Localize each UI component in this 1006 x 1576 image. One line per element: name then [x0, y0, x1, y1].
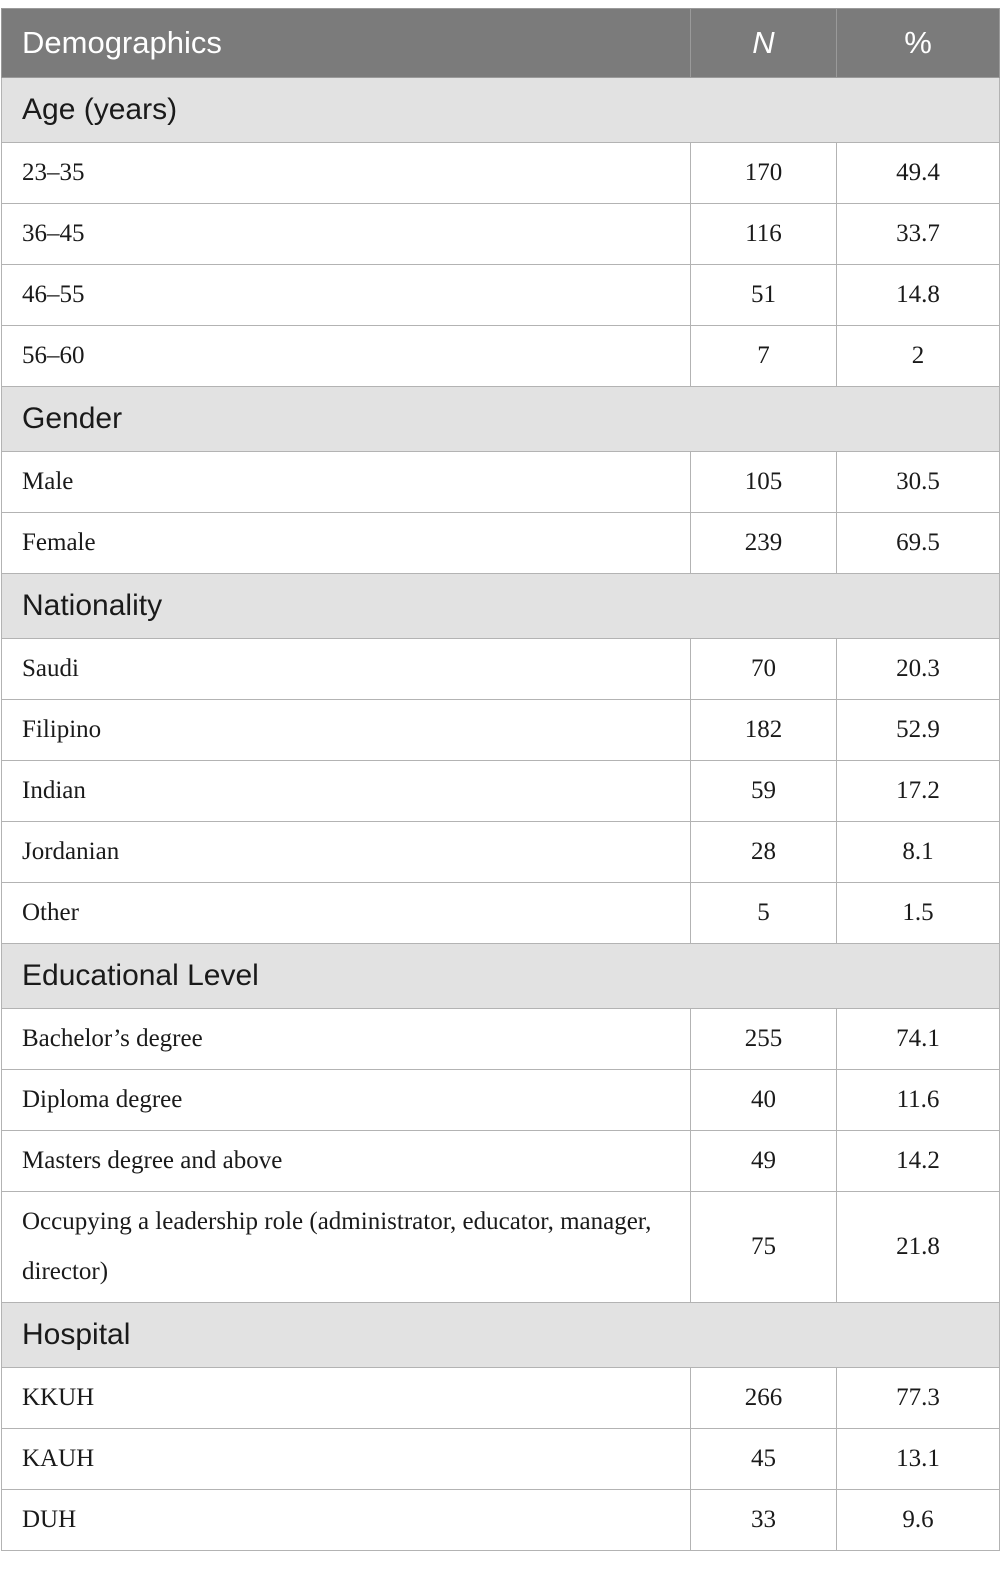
row-percent: 8.1: [837, 822, 1000, 883]
row-label: Masters degree and above: [2, 1131, 691, 1192]
row-count: 49: [691, 1131, 837, 1192]
table-row: [2, 204, 1000, 265]
section-header-row: [2, 1303, 1000, 1368]
row-label: Female: [2, 513, 691, 574]
row-percent: 21.8: [837, 1192, 1000, 1303]
section-header-row: [2, 387, 1000, 452]
row-percent: 9.6: [837, 1490, 1000, 1551]
row-count: 33: [691, 1490, 837, 1551]
row-label: Bachelor’s degree: [2, 1009, 691, 1070]
table-row: [2, 513, 1000, 574]
row-percent: 11.6: [837, 1070, 1000, 1131]
section-title: Nationality: [2, 574, 1000, 639]
table-row: [2, 822, 1000, 883]
row-label: Saudi: [2, 639, 691, 700]
table-header: [2, 9, 1000, 78]
row-count: 5: [691, 883, 837, 944]
row-count: 59: [691, 761, 837, 822]
row-count: 70: [691, 639, 837, 700]
row-percent: 77.3: [837, 1368, 1000, 1429]
section-header-row: [2, 574, 1000, 639]
table-body: [2, 78, 1000, 1551]
row-label: Diploma degree: [2, 1070, 691, 1131]
row-percent: 14.2: [837, 1131, 1000, 1192]
row-label: 56–60: [2, 326, 691, 387]
row-count: 105: [691, 452, 837, 513]
row-label: Occupying a leadership role (administrator, educator, manager, director): [2, 1192, 691, 1303]
table-row: [2, 452, 1000, 513]
row-count: 182: [691, 700, 837, 761]
row-count: 239: [691, 513, 837, 574]
row-count: 45: [691, 1429, 837, 1490]
table-row: [2, 1192, 1000, 1303]
section-header-row: [2, 944, 1000, 1009]
row-label: 46–55: [2, 265, 691, 326]
section-title: Gender: [2, 387, 1000, 452]
row-percent: 14.8: [837, 265, 1000, 326]
row-percent: 17.2: [837, 761, 1000, 822]
row-percent: 69.5: [837, 513, 1000, 574]
table-row: [2, 639, 1000, 700]
row-count: 28: [691, 822, 837, 883]
table-row: [2, 1131, 1000, 1192]
row-count: 116: [691, 204, 837, 265]
header-row: [2, 9, 1000, 78]
table-row: [2, 265, 1000, 326]
row-percent: 33.7: [837, 204, 1000, 265]
row-count: 255: [691, 1009, 837, 1070]
section-title: Educational Level: [2, 944, 1000, 1009]
row-percent: 74.1: [837, 1009, 1000, 1070]
row-label: Male: [2, 452, 691, 513]
table-row: [2, 326, 1000, 387]
row-percent: 52.9: [837, 700, 1000, 761]
row-count: 75: [691, 1192, 837, 1303]
row-label: 36–45: [2, 204, 691, 265]
section-header-row: [2, 78, 1000, 143]
row-label: KAUH: [2, 1429, 691, 1490]
table-row: [2, 883, 1000, 944]
section-title: Age (years): [2, 78, 1000, 143]
table-row: [2, 1429, 1000, 1490]
demographics-table: [1, 8, 1000, 1551]
row-percent: 1.5: [837, 883, 1000, 944]
row-label: Indian: [2, 761, 691, 822]
header-percent: %: [837, 9, 1000, 78]
row-label: Filipino: [2, 700, 691, 761]
row-count: 170: [691, 143, 837, 204]
row-label: KKUH: [2, 1368, 691, 1429]
row-percent: 20.3: [837, 639, 1000, 700]
table-row: [2, 143, 1000, 204]
row-label: 23–35: [2, 143, 691, 204]
table-row: [2, 1490, 1000, 1551]
row-count: 40: [691, 1070, 837, 1131]
row-count: 7: [691, 326, 837, 387]
row-label: DUH: [2, 1490, 691, 1551]
table-row: [2, 761, 1000, 822]
table-row: [2, 700, 1000, 761]
header-demographics: Demographics: [2, 9, 691, 78]
row-label: Other: [2, 883, 691, 944]
header-n: N: [691, 9, 837, 78]
section-title: Hospital: [2, 1303, 1000, 1368]
row-count: 266: [691, 1368, 837, 1429]
row-percent: 2: [837, 326, 1000, 387]
table-row: [2, 1009, 1000, 1070]
row-percent: 13.1: [837, 1429, 1000, 1490]
row-label: Jordanian: [2, 822, 691, 883]
table-row: [2, 1368, 1000, 1429]
row-percent: 30.5: [837, 452, 1000, 513]
row-count: 51: [691, 265, 837, 326]
row-percent: 49.4: [837, 143, 1000, 204]
table-row: [2, 1070, 1000, 1131]
